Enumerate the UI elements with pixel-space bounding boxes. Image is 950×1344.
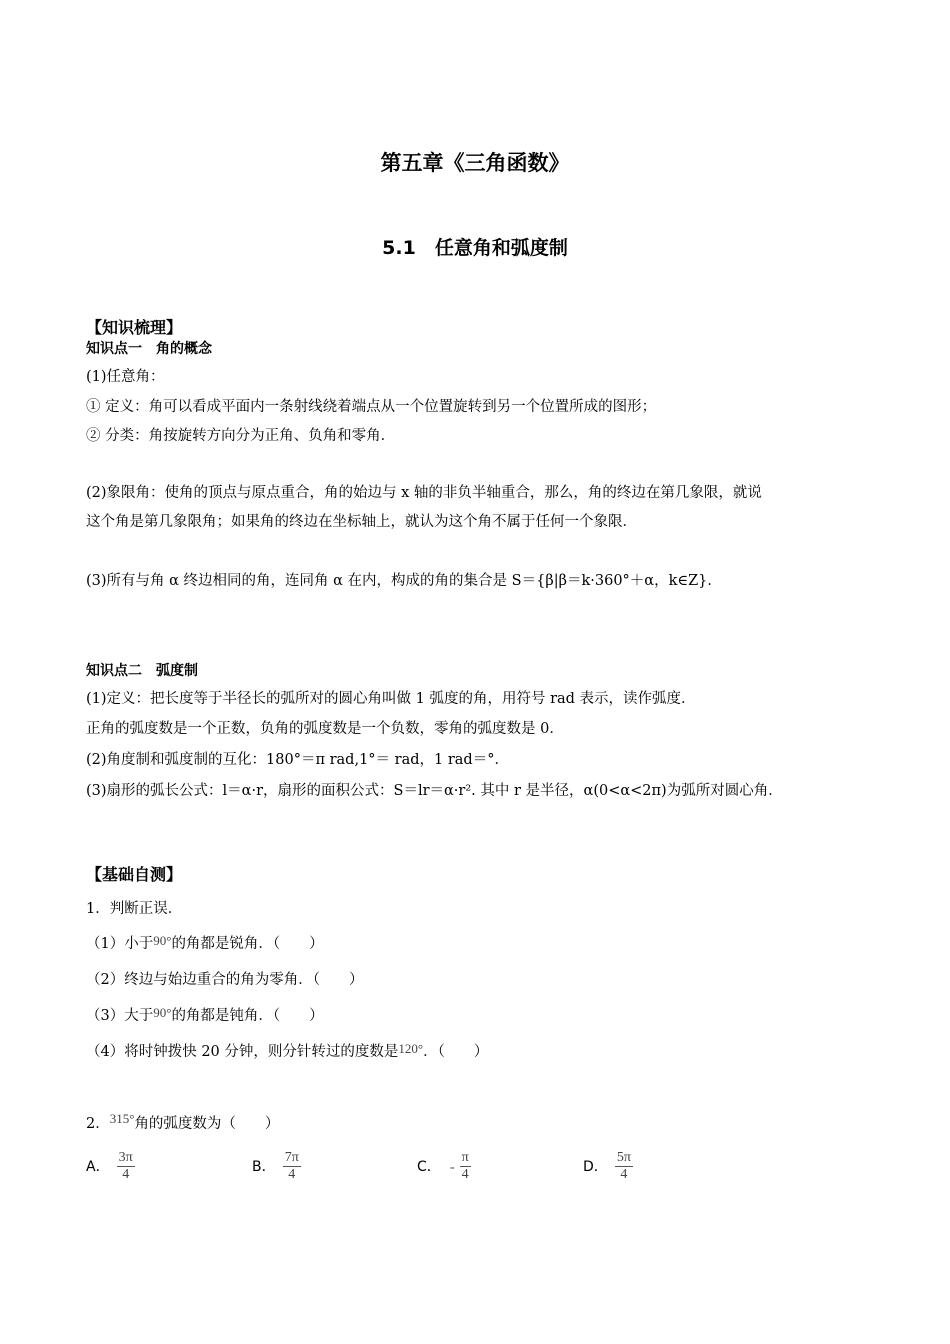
q1-item-3-post: 的角都是钝角．（ ） [171, 1008, 324, 1024]
selftest-heading: 【基础自测】 [86, 865, 183, 884]
q1-item-2 [86, 968, 363, 989]
kp2-line-2: 正角的弧度数是一个正数，负角的弧度数是一个负数，零角的弧度数是 0． [86, 721, 564, 737]
q1-item-1-pre: （1）小于 [86, 936, 154, 952]
option-a-label: A． [86, 1159, 110, 1175]
q2-option-d[interactable] [583, 1150, 633, 1183]
option-c-denominator: 4 [461, 1167, 469, 1182]
option-c-fraction [460, 1150, 471, 1183]
q1-item-4-pre: （4）将时钟拨快 20 分钟，则分针转过的度数是 [86, 1044, 399, 1060]
kp1-line-4: (2)象限角：使角的顶点与原点重合，角的始边与 x 轴的非负半轴重合，那么，角的终边在第几象限，就说 [86, 485, 762, 501]
option-d-denominator: 4 [620, 1167, 628, 1182]
q2-value: 315° [109, 1111, 135, 1126]
knowledge-heading: 【知识梳理】 [86, 318, 183, 337]
option-c-label: C． [417, 1159, 441, 1175]
option-b-label: B． [252, 1159, 276, 1175]
kp2-line-4: (3)扇形的弧长公式：l＝α·r，扇形的面积公式：S＝lr＝α·r². 其中 r 是半径，α(0<α<2π)为弧所对圆心角． [86, 783, 783, 799]
q1-item-1-value: 90° [153, 933, 172, 948]
q1-item-3-pre: （3）大于 [86, 1008, 154, 1024]
kp1-line-1: (1)任意角： [86, 369, 165, 385]
knowledge-point-1-title: 知识点一 角的概念 [86, 341, 212, 357]
q1-item-2-text: （2）终边与始边重合的角为零角．（ ） [86, 972, 364, 988]
option-b-numerator: 7π [284, 1150, 299, 1165]
q1-item-3 [86, 1004, 324, 1025]
option-a-numerator: 3π [118, 1150, 133, 1165]
chapter-title: 第五章《三角函数》 [380, 151, 570, 175]
q1-item-4-value: 120° [398, 1041, 424, 1056]
knowledge-point-2-title: 知识点二 弧度制 [86, 663, 198, 679]
option-c-numerator: π [461, 1150, 469, 1165]
q1-item-3-value: 90° [153, 1005, 172, 1020]
q2-option-b[interactable] [252, 1150, 301, 1183]
kp1-line-5: 这个角是第几象限角；如果角的终边在坐标轴上，就认为这个角不属于任何一个象限． [86, 514, 637, 530]
option-a-denominator: 4 [122, 1167, 130, 1182]
q2-text: 角的弧度数为（ ） [134, 1116, 280, 1132]
kp2-line-3: (2)角度制和弧度制的互化：180°＝π rad,1°＝ rad，1 rad＝°． [86, 752, 509, 768]
option-b-denominator: 4 [288, 1167, 296, 1182]
section-title: 5.1 任意角和弧度制 [382, 237, 568, 259]
q2-stem [86, 1112, 279, 1133]
q1-item-4-post: ．（ ） [423, 1044, 489, 1060]
kp1-line-3: ② 分类：角按旋转方向分为正角、负角和零角． [86, 428, 396, 444]
option-d-fraction [615, 1150, 633, 1183]
q2-option-c[interactable] [417, 1150, 471, 1183]
q1-item-4 [86, 1040, 488, 1061]
option-b-fraction [283, 1150, 301, 1183]
option-d-numerator: 5π [616, 1150, 631, 1165]
kp2-line-1: (1)定义：把长度等于半径长的弧所对的圆心角叫做 1 弧度的角，用符号 rad 表示，读作弧度． [86, 691, 696, 707]
q2-option-a[interactable] [86, 1150, 135, 1183]
q1-stem: 1．判断正误． [86, 901, 183, 917]
option-c-sign: - [449, 1160, 455, 1175]
option-a-fraction [117, 1150, 135, 1183]
q1-item-1-post: 的角都是锐角．（ ） [171, 936, 324, 952]
q2-number: 2． [86, 1116, 110, 1132]
q1-item-1 [86, 932, 324, 953]
kp1-line-6: (3)所有与角 α 终边相同的角，连同角 α 在内，构成的角的集合是 S＝{β|β＝k·360°＋α，k∈Z}． [86, 573, 722, 589]
option-d-label: D． [583, 1159, 608, 1175]
kp1-line-2: ① 定义：角可以看成平面内一条射线绕着端点从一个位置旋转到另一个位置所成的图形； [86, 399, 657, 415]
